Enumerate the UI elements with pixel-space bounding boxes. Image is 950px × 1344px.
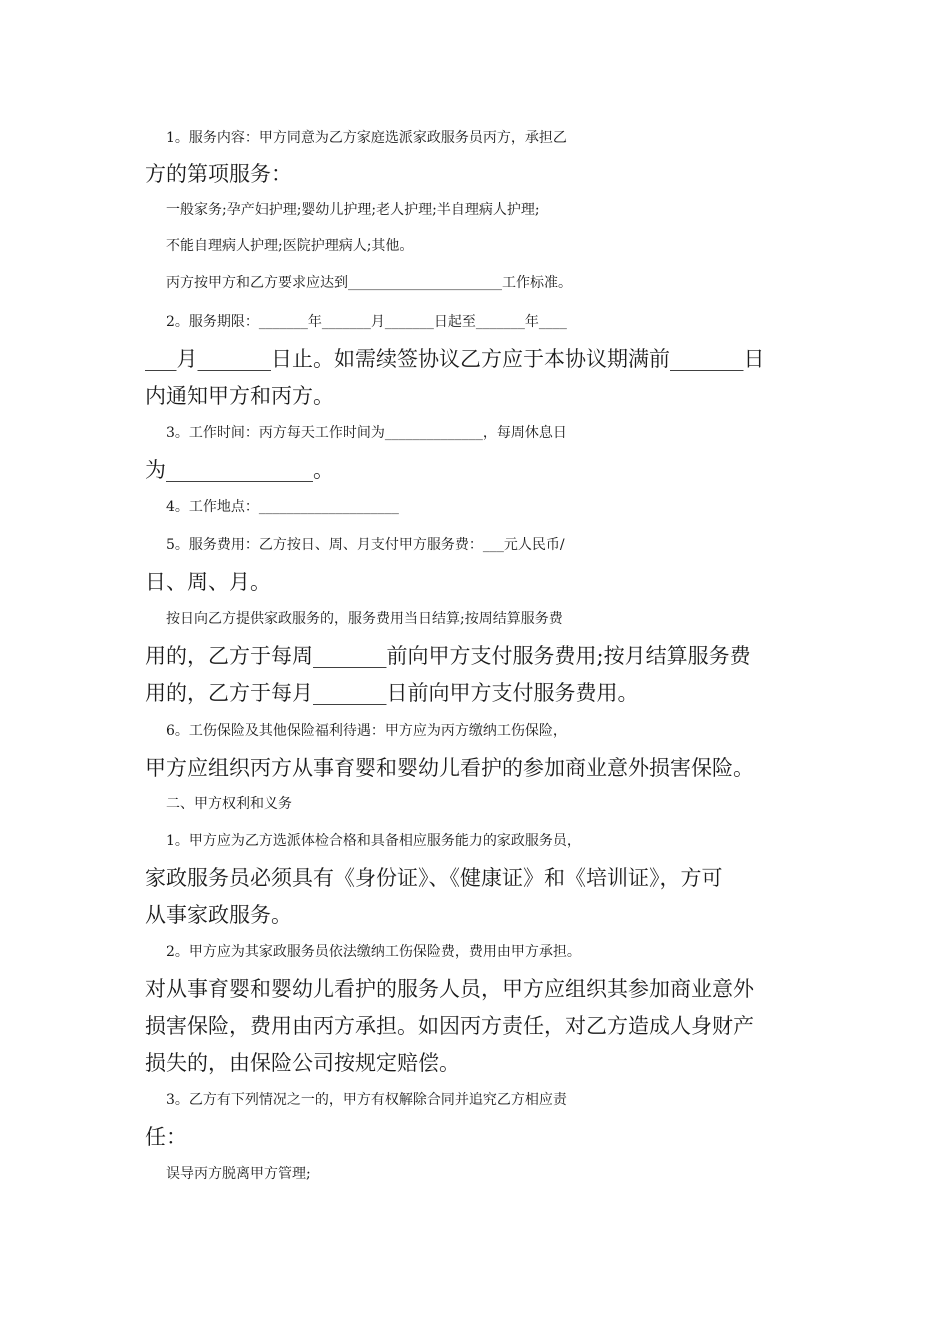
text-line: 3。乙方有下列情况之一的，甲方有权解除合同并追究乙方相应责: [166, 1092, 567, 1108]
text-line: 损害保险，费用由丙方承担。如因丙方责任，对乙方造成人身财产: [145, 1014, 754, 1038]
text-line: 6。工伤保险及其他保险福利待遇：甲方应为丙方缴纳工伤保险，: [166, 723, 567, 739]
text-line: 一般家务;孕产妇护理;婴幼儿护理;老人护理;半自理病人护理;: [166, 202, 540, 218]
text-line: 5。服务费用：乙方按日、周、月支付甲方服务费：___元人民币/: [166, 537, 565, 553]
text-line: 1。甲方应为乙方选派体检合格和具备相应服务能力的家政服务员，: [166, 833, 581, 849]
text-line: 为______________。: [145, 458, 334, 482]
text-line: 日、周、月。: [145, 570, 271, 594]
text-line: 按日向乙方提供家政服务的，服务费用当日结算;按周结算服务费: [166, 611, 563, 627]
text-line: 方的第项服务：: [145, 162, 292, 186]
text-line: 用的，乙方于每月_______日前向甲方支付服务费用。: [145, 681, 639, 705]
text-line: 家政服务员必须具有《身份证》、《健康证》和《培训证》，方可: [145, 866, 723, 890]
text-line: 损失的，由保险公司按规定赔偿。: [145, 1051, 460, 1075]
text-line: 2。服务期限：_______年_______月_______日起至_______年____: [166, 314, 567, 330]
text-line: 不能自理病人护理;医院护理病人;其他。: [166, 238, 414, 254]
text-line: 对从事育婴和婴幼儿看护的服务人员，甲方应组织其参加商业意外: [145, 977, 754, 1001]
section-heading: 二、甲方权利和义务: [166, 796, 292, 812]
text-line: 3。工作时间：丙方每天工作时间为______________，每周休息日: [166, 425, 567, 441]
text-line: 用的，乙方于每周_______前向甲方支付服务费用;按月结算服务费: [145, 644, 751, 668]
text-line: 2。甲方应为其家政服务员依法缴纳工伤保险费，费用由甲方承担。: [166, 944, 581, 960]
text-line: 丙方按甲方和乙方要求应达到______________________工作标准。: [166, 275, 572, 291]
text-line: 1。服务内容：甲方同意为乙方家庭选派家政服务员丙方，承担乙: [166, 130, 567, 146]
text-line: 4。工作地点：____________________: [166, 499, 399, 515]
text-line: 任：: [145, 1125, 187, 1149]
text-line: 误导丙方脱离甲方管理;: [166, 1166, 311, 1182]
text-line: 从事家政服务。: [145, 903, 292, 927]
text-line: 甲方应组织丙方从事育婴和婴幼儿看护的参加商业意外损害保险。: [145, 756, 754, 780]
text-line: ___月_______日止。如需续签协议乙方应于本协议期满前_______日: [145, 347, 765, 371]
text-line: 内通知甲方和丙方。: [145, 384, 334, 408]
